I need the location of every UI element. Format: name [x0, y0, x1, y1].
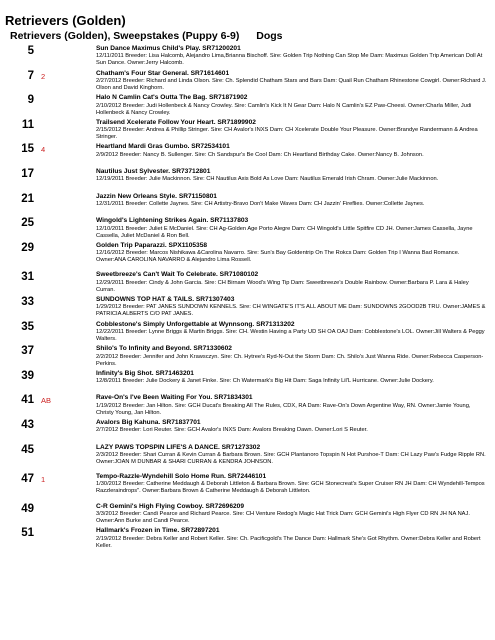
dog-details: 2/9/2012 Breeder: Nancy B. Sullenger. Sire: Ch Sandspur's Be Cool Dam: Ch Heartland Birthday Cake. Owner:Nancy B. Johnson. [96, 151, 424, 158]
list-item [0, 321, 495, 346]
dog-details: 12/19/2011 Breeder: Julie Mackinnon. Sire: CH Nautilus Axis Bold As Love Dam: Nautilus Emerald Irish Chram. Owner:Julie Mackinnon. [96, 176, 439, 183]
breed-title: Retrievers (Golden) [5, 13, 126, 28]
list-item [0, 193, 495, 218]
entry-number: 33 [21, 295, 34, 308]
list-item [0, 296, 495, 321]
dog-name: Wingold's Lightening Strikes Again. SR71137803 [96, 217, 249, 225]
dog-name: Trailsend Xcelerate Follow Your Heart. SR71899902 [96, 118, 256, 126]
dog-details: 2/19/2012 Breeder: Debra Keller and Robert Keller. Sire: Ch. Pacificgold's The Dance Dam: Hallmark She's Got Rhythm. Owner:Debra Keller and Robert Keller. [96, 535, 481, 549]
entries-list [0, 45, 495, 552]
dog-name: Nautilus Just Sylvester. SR73712801 [96, 167, 211, 175]
list-item [0, 444, 495, 474]
class-breed-label: Retrievers (Golden), Sweepstakes (Puppy 6-9) [10, 30, 240, 42]
list-item [0, 394, 495, 419]
entry-number: 35 [21, 320, 34, 333]
dog-name: Halo N Camlin Cat's Outta The Bag. SR71871902 [96, 94, 248, 102]
placement-mark: 4 [41, 145, 46, 155]
list-item [0, 527, 495, 552]
placement-mark: 1 [41, 475, 46, 485]
dog-name: Infinity's Big Shot. SR71463201 [96, 369, 194, 377]
dog-details: 12/10/2011 Breeder: Juliet E McDaniel. Sire: CH Ag-Golden Age Porto Alegre Dam: CH Wingold's Little Spitfire CD JH. Owner:James Cassella, Jayne Cassella, Juliet McDaniel & Ron Bell. [96, 225, 473, 239]
entry-number: 25 [21, 217, 34, 230]
entry-number: 49 [21, 502, 34, 515]
dog-details: 2/7/2012 Breeder: Lori Reuter. Sire: GCH Avalor's INXS Dam: Avalors Breaking Dawn. Owner:Lori S Reuter. [96, 427, 368, 434]
dog-name: Chatham's Four Star General. SR71614601 [96, 69, 230, 77]
dog-name: Shilo's To Infinity and Beyond. SR71330602 [96, 345, 232, 353]
entry-number: 29 [21, 241, 34, 254]
dog-details: 12/22/2011 Breeder: Lynne Briggs & Martin Briggs. Sire: CH. Westin Having a Party UD SH OA OAJ Dam: Cobblestone's LOL. Owner:Jill Walters & Peggy Walters. [96, 328, 485, 342]
list-item [0, 370, 495, 395]
entry-number: 51 [21, 527, 34, 540]
dog-details: 12/16/2012 Breeder: Marcos Nishikawa &Carolina Navarro. Sire: Sun's Bay Goldentrip On The Rokcs Dam: Golden Trip I Wanna Bad Romance. Owner:ANA CAROLINA NAVARRO & Alejandro Lima Rossell. [96, 250, 460, 264]
dog-name: Cobblestone's Simply Unforgettable at Wynnsong. SR71313202 [96, 320, 295, 328]
dog-name: Golden Trip Paparazzi. SPX1105358 [96, 241, 208, 249]
dog-name: Avalors Big Kahuna. SR71837701 [96, 418, 201, 426]
dog-name: Sweetbreeze's Can't Wait To Celebrate. SR71080102 [96, 271, 259, 279]
dog-details: 2/27/2012 Breeder: Richard and Linda Olson. Sire: Ch. Splendid Chatham Stars and Bars Dam: Quail Run Chatham Rhinestone Cowgirl. Owner:Richard J. Olson and David Kinghorn. [96, 77, 487, 91]
dog-details: 12/8/2011 Breeder: Julie Dockery & Janet Finke. Sire: Ch Watermark's Big Hit Dam: Saga Infinity Lil'L Hurricane. Owner:Julie Dockery. [96, 378, 434, 385]
dog-name: LAZY PAWS TOPSPIN LIFE'S A DANCE. SR71273302 [96, 443, 261, 451]
entry-number: 31 [21, 271, 34, 284]
dog-details: 2/10/2012 Breeder: Judi Hollenbeck & Nancy Crowley. Sire: Camlin's Kick It N Gear Dam: Halo N Camlin's EZ Paw-Cheesi. Owner:Charla Miller, Judi Hollenbeck & Nancy Crowley. [96, 102, 472, 116]
entry-number: 17 [21, 167, 34, 180]
dog-details: 2/3/2012 Breeder: Shari Curran & Kevin Curran & Barbara Brown. Sire: GCH Plantanoro Topspin N Hot Purshoe-T Dam: CH Lazy Paw's Fudge Ripple RN. Owner:JOAN M DUNBAR & SHARI CURRAN & KENDRA JOHNSON. [96, 451, 486, 465]
dog-details: 12/11/2011 Breeder: Lisa Halcomb, Alejandro Lima,Brianna Bischoff. Sire: Golden Trip Nothing Can Stop Me Dam: Maximus Golden Trip American Doll At Sun Dance. Owner:Jerry Halcomb. [96, 53, 483, 67]
list-item [0, 503, 495, 528]
class-sex-label: Dogs [256, 30, 283, 42]
entry-number: 43 [21, 418, 34, 431]
dog-name: Heartland Mardi Gras Gumbo. SR72534101 [96, 143, 230, 151]
list-item [0, 473, 495, 503]
list-item [0, 217, 495, 242]
dog-details: 1/29/2012 Breeder: PAT JANES SUNDOWN KENNELS. Sire: CH WINGATE'S IT'S ALL ABOUT ME Dam: SUNDOWNS 2GOOD2B TRU. Owner:JAMES & PATRICIA ALBERTS C/O PAT JANES. [96, 304, 486, 318]
dog-details: 12/31/2011 Breeder: Collette Jaynes. Sire: CH Artistry-Bravo Don't Make Waves Dam: CH Jazzin' Fireflies. Owner:Collette Jaynes. [96, 200, 425, 207]
placement-mark: 2 [41, 71, 46, 81]
dog-details: 1/30/2012 Breeder: Catherine Meddaugh & Deborah Littleton & Barbara Brown. Sire: GCH Stonecreat's Super Cruiser RN JH Dam: CH Wyndehill-Tempos Razzleraindrops". Owner:Barbara Brown & Catherine Meddaugh & Deborah Littleton. [96, 481, 485, 495]
list-item [0, 242, 495, 272]
dog-name: Jazzin New Orleans Style. SR71150801 [96, 192, 217, 200]
dog-name: C-R Gemini's High Flying Cowboy. SR72696209 [96, 502, 245, 510]
entry-number: 11 [21, 118, 34, 131]
list-item [0, 271, 495, 296]
dog-details: 12/29/2011 Breeder: Cindy & John Garcia. Sire: CH Birnam Wood's Wing Tip Dam: Sweetbreeze's Double Rainbow. Owner:Barbara P. Lara & Haley Curran. [96, 279, 469, 293]
list-item [0, 119, 495, 144]
dog-details: 1/19/2012 Breeder: Jan Hilton. Sire: GCH Ducat's Breaking All The Rules, CDX, RA Dam: Rave-On's Down Argentine Way, RN. Owner:Jamie Young, Christy Young, Jan Hilton. [96, 402, 471, 416]
entry-number: 47 [21, 473, 34, 486]
dog-name: Rave-On's I've Been Waiting For You. SR71834301 [96, 394, 253, 402]
dog-name: Hallmark's Frozen in Time. SR72897201 [96, 527, 220, 535]
dog-details: 2/2/2012 Breeder: Jennifer and John Krawsczyn. Sire: Ch. Hytree's Ryd-N-Out the Storm Dam: Ch. Shilo's Just Wanna Ride. Owner:Rebecca Casperson-Perkins. [96, 353, 484, 367]
dog-name: Tempo-Razzle-Wyndehill Solo Home Run. SR72446101 [96, 473, 267, 481]
dog-name: Sun Dance Maximus Child's Play. SR71200201 [96, 45, 241, 52]
dog-details: 2/15/2012 Breeder: Andrea & Phillip Stringer. Sire: CH Avalor's INXS Dam: CH Xcelerate Double Your Pleasure. Owner:Brandye Randermann & Andrea Stringer. [96, 127, 478, 141]
entry-number: 41 [21, 394, 34, 407]
entry-number: 7 [27, 69, 34, 82]
entry-number: 37 [21, 345, 34, 358]
list-item [0, 94, 495, 119]
entry-number: 21 [21, 192, 34, 205]
dog-details: 3/3/2012 Breeder: Candi Pearce and Richard Pearce. Sire: CH Venture Redog's Magic Hat Trick Dam: GCH Gemini's High Flyer CD RN JH NA NAJ. Owner:Ann Burke and Candi Pearce. [96, 511, 470, 525]
list-item [0, 45, 495, 70]
class-heading [10, 30, 297, 42]
list-item [0, 70, 495, 95]
list-item [0, 168, 495, 193]
entry-number: 15 [21, 143, 34, 156]
entry-number: 9 [27, 94, 34, 107]
entry-number: 5 [27, 45, 34, 57]
placement-mark: AB [41, 396, 52, 406]
list-item [0, 345, 495, 370]
list-item [0, 419, 495, 444]
dog-name: SUNDOWNS TOP HAT & TAILS. SR71307403 [96, 295, 235, 303]
list-item [0, 143, 495, 168]
entry-number: 45 [21, 443, 34, 456]
entry-number: 39 [21, 369, 34, 382]
